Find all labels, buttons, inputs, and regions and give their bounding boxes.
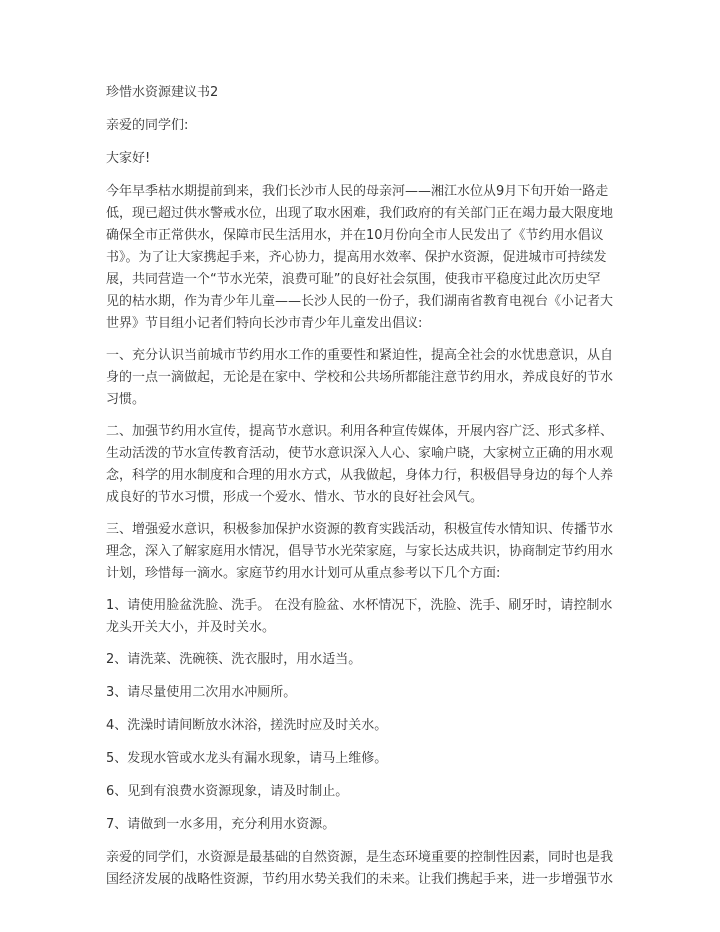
text-line: 1、请使用脸盆洗脸、洗手。 在没有脸盆、水杯情况下，洗脸、洗手、刷牙时，请控制水 <box>106 598 613 613</box>
text-line: 身的一点一滴做起，无论是在家中、学校和公共场所都能注意节约用水，养成良好的节水 <box>106 370 614 385</box>
text-line: 三、增强爱水意识，积极参加保护水资源的教育实践活动，积极宣传水情知识、传播节水 <box>106 522 614 537</box>
text-line: 书》。为了让大家携起手来，齐心协力，提高用水效率、保护水资源，促进城市可持续发 <box>106 250 607 265</box>
list-item-3 <box>106 682 614 704</box>
list-item-6 <box>106 781 614 803</box>
greeting: 大家好! <box>106 151 151 166</box>
paragraph-intro <box>106 181 614 335</box>
text-line: 念，科学的用水制度和合理的用水方式，从我做起，身体力行，积极倡导身边的每个人养 <box>106 468 614 483</box>
paragraph-point-2 <box>106 421 614 509</box>
list-item-1 <box>106 595 614 639</box>
list-item-4 <box>106 715 614 737</box>
list-item-2 <box>106 649 614 671</box>
text-line: 计划，珍惜每一滴水。家庭节约用水计划可从重点参考以下几个方面: <box>106 566 501 581</box>
text-line: 今年早季枯水期提前到来，我们长沙市人民的母亲河——湘江水位从9月下旬开始一路走 <box>106 184 609 199</box>
paragraph-point-3 <box>106 519 614 585</box>
paragraph-closing <box>106 847 614 891</box>
salutation: 亲爱的同学们: <box>106 118 189 133</box>
text-line: 习惯。 <box>106 392 146 407</box>
text-line: 3、请尽量使用二次用水冲厕所。 <box>106 685 297 700</box>
text-line: 4、洗澡时请间断放水沐浴，搓洗时应及时关水。 <box>106 718 388 733</box>
text-line: 展，共同营造一个“节水光荣，浪费可耻”的良好社会氛围，使我市平稳度过此次历史罕 <box>106 272 601 287</box>
text-line: 2、请洗菜、洗碗筷、洗衣服时，用水适当。 <box>106 652 362 667</box>
text-line: 低，现已超过供水警戒水位，出现了取水困难，我们政府的有关部门正在竭力最大限度地 <box>106 206 614 221</box>
text-line: 6、见到有浪费水资源现象，请及时制止。 <box>106 784 349 799</box>
list-item-5 <box>106 748 614 770</box>
text-line: 7、请做到一水多用，充分利用水资源。 <box>106 817 336 832</box>
text-line: 国经济发展的战略性资源，节约用水势关我们的未来。让我们携起手来，进一步增强节水 <box>106 872 614 887</box>
list-item-7 <box>106 814 614 836</box>
text-line: 成良好的节水习惯，形成一个爱水、惜水、节水的良好社会风气。 <box>106 490 484 505</box>
text-line: 亲爱的同学们，水资源是最基础的自然资源，是生态环境重要的控制性因素，同时也是我 <box>106 850 614 865</box>
text-line: 5、发现水管或水龙头有漏水现象，请马上维修。 <box>106 751 388 766</box>
text-line: 二、加强节约用水宣传，提高节水意识。利用各种宣传媒体，开展内容广泛、形式多样、 <box>106 424 614 439</box>
text-line: 一、充分认识当前城市节约用水工作的重要性和紧迫性，提高全社会的水忧患意识，从自 <box>106 348 614 363</box>
text-line: 理念，深入了解家庭用水情况，倡导节水光荣家庭，与家长达成共识，协商制定节约用水 <box>106 544 614 559</box>
paragraph-point-1 <box>106 345 614 411</box>
text-line: 确保全市正常供水，保障市民生活用水，并在10月份向全市人民发出了《节约用水倡议 <box>106 228 604 243</box>
document-page <box>106 82 614 901</box>
text-line: 龙头开关大小，并及时关水。 <box>106 620 276 635</box>
document-title: 珍惜水资源建议书2 <box>106 85 219 100</box>
text-line: 生动活泼的节水宣传教育活动，使节水意识深入人心、家喻户晓，大家树立正确的用水观 <box>106 446 614 461</box>
text-line: 世界》节目组小记者们特向长沙市青少年儿童发出倡议: <box>106 316 423 331</box>
text-line: 见的枯水期，作为青少年儿童——长沙人民的一份子，我们湖南省教育电视台《小记者大 <box>106 294 614 309</box>
